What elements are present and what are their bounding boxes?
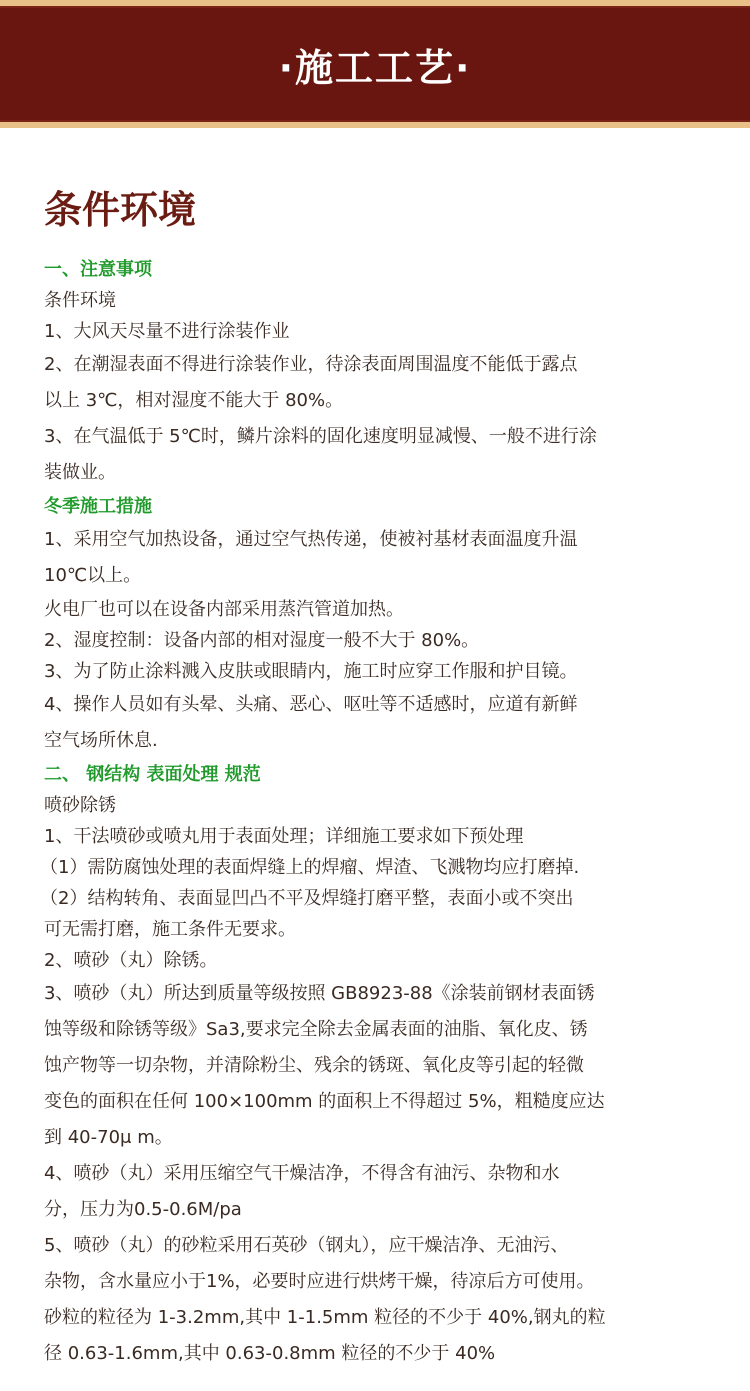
section-title: 条件环境 bbox=[44, 188, 197, 232]
text-line: 1、采用空气加热设备，通过空气热传递，使被衬基材表面温度升温 bbox=[44, 529, 578, 550]
text-line: 10℃以上。 bbox=[44, 565, 142, 586]
text-line: 1、大风天尽量不进行涂装作业 bbox=[44, 321, 290, 342]
header-banner bbox=[0, 0, 750, 128]
text-line: （1）需防腐蚀处理的表面焊缝上的焊瘤、焊渣、飞溅物均应打磨掉. bbox=[40, 857, 580, 878]
text-line: 3、喷砂（丸）所达到质量等级按照 GB8923-88《涂装前钢材表面锈 bbox=[44, 983, 595, 1004]
text-line: 2、喷砂（丸）除锈。 bbox=[44, 950, 218, 971]
text-line: 火电厂也可以在设备内部采用蒸汽管道加热。 bbox=[44, 599, 404, 620]
text-line: 5、喷砂（丸）的砂粒采用石英砂（钢丸），应干燥洁净、无油污、 bbox=[44, 1235, 569, 1256]
text-line: 径 0.63-1.6mm,其中 0.63-0.8mm 粒径的不少于 40% bbox=[44, 1343, 496, 1364]
text-line: 空气场所休息. bbox=[44, 730, 158, 751]
subsection-heading: 二、 钢结构 表面处理 规范 bbox=[44, 764, 261, 785]
text-line: 3、为了防止涂料溅入皮肤或眼睛内，施工时应穿工作服和护目镜。 bbox=[44, 661, 578, 682]
text-line: 装做业。 bbox=[44, 462, 116, 483]
text-line: 1、干法喷砂或喷丸用于表面处理；详细施工要求如下预处理 bbox=[44, 826, 524, 847]
text-line: 到 40-70μ m。 bbox=[44, 1127, 173, 1148]
text-line: 蚀等级和除锈等级》Sa3,要求完全除去金属表面的油脂、氧化皮、锈 bbox=[44, 1019, 588, 1040]
text-line: 3、在气温低于 5℃时，鳞片涂料的固化速度明显减慢、一般不进行涂 bbox=[44, 426, 597, 447]
text-line: 蚀产物等一切杂物，并清除粉尘、残余的锈斑、氧化皮等引起的轻微 bbox=[44, 1055, 584, 1076]
document-body bbox=[40, 254, 708, 1372]
text-line: 2、湿度控制：设备内部的相对湿度一般不大于 80%。 bbox=[44, 630, 480, 651]
text-line: 杂物，含水量应小于1%，必要时应进行烘烤干燥，待凉后方可使用。 bbox=[44, 1271, 595, 1292]
text-line: （2）结构转角、表面显凹凸不平及焊缝打磨平整，表面小或不突出 bbox=[40, 888, 574, 909]
text-line: 2、在潮湿表面不得进行涂装作业，待涂表面周围温度不能低于露点 bbox=[44, 354, 578, 375]
text-line: 可无需打磨，施工条件无要求。 bbox=[44, 919, 296, 940]
text-line: 喷砂除锈 bbox=[44, 795, 116, 816]
text-line: 分，压力为0.5-0.6M/pa bbox=[44, 1199, 242, 1220]
header-banner-inner bbox=[0, 6, 750, 122]
text-line: 变色的面积在任何 100×100mm 的面积上不得超过 5%，粗糙度应达 bbox=[44, 1091, 605, 1112]
text-line: 4、操作人员如有头晕、头痛、恶心、呕吐等不适感时，应道有新鲜 bbox=[44, 694, 578, 715]
subsection-heading: 一、注意事项 bbox=[44, 259, 152, 280]
text-line: 条件环境 bbox=[44, 290, 116, 311]
subsection-heading: 冬季施工措施 bbox=[44, 496, 152, 517]
text-line: 砂粒的粒径为 1-3.2mm,其中 1-1.5mm 粒径的不少于 40%,钢丸的粒 bbox=[44, 1307, 606, 1328]
document-content bbox=[0, 128, 750, 1372]
banner-title: ·施工工艺· bbox=[278, 45, 472, 90]
text-line: 4、喷砂（丸）采用压缩空气干燥洁净，不得含有油污、杂物和水 bbox=[44, 1163, 560, 1184]
text-line: 以上 3℃，相对湿度不能大于 80%。 bbox=[44, 390, 344, 411]
